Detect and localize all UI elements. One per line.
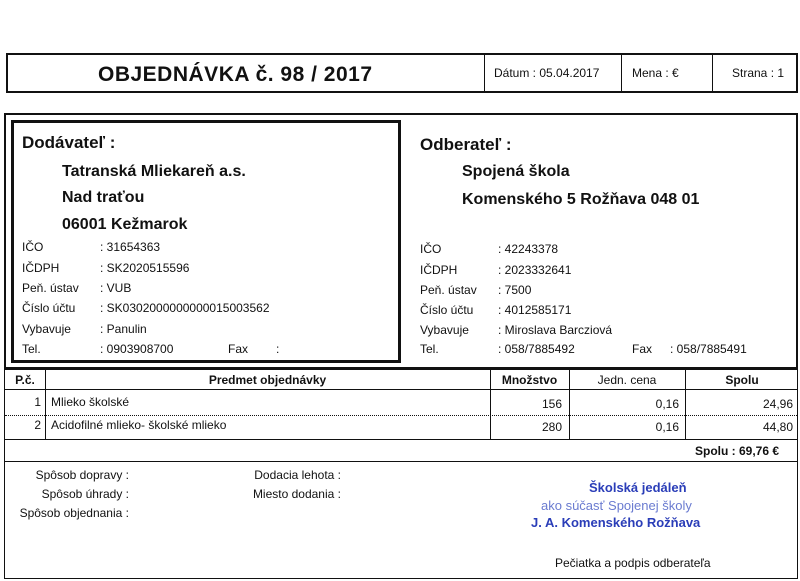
customer-bank-label: Peň. ústav <box>420 283 477 297</box>
table-row-1-unit: 0,16 <box>655 397 679 411</box>
payment-method-label: Spôsob úhrady : <box>41 487 129 501</box>
delivery-deadline-label: Dodacia lehota : <box>254 468 341 482</box>
customer-contact-label: Vybavuje <box>420 323 469 337</box>
customer-name: Spojená škola <box>462 163 570 180</box>
date-field: Dátum : 05.04.2017 <box>494 66 600 80</box>
customer-bank-value: : 7500 <box>498 283 532 297</box>
customer-icdph-label: IČDPH <box>420 263 458 277</box>
supplier-contact-label: Vybavuje <box>22 322 71 336</box>
supplier-tel-label: Tel. <box>22 342 41 356</box>
stamp-line-3: J. A. Komenského Rožňava <box>531 515 701 530</box>
table-row-1-total: 24,96 <box>762 397 793 411</box>
customer-fax-label: Fax <box>632 342 653 356</box>
table-row-2-pc: 2 <box>34 418 41 432</box>
table-row-1-qty: 156 <box>541 397 562 411</box>
customer-ico-label: IČO <box>420 242 442 256</box>
customer-heading: Odberateľ : <box>420 135 512 154</box>
table-row-2-qty: 280 <box>541 420 562 434</box>
customer-account-value: : 4012585171 <box>498 303 572 317</box>
col-header-unit: Jedn. cena <box>597 373 657 387</box>
customer-tel-value: : 058/7885492 <box>498 342 575 356</box>
supplier-bank-value: : VUB <box>100 281 132 295</box>
supplier-account-value: : SK0302000000000015003562 <box>100 301 270 315</box>
delivery-place-label: Miesto dodania : <box>252 487 341 501</box>
supplier-tel-value: : 0903908700 <box>100 342 174 356</box>
delivery-method-label: Spôsob dopravy : <box>35 468 129 482</box>
stamp-line-2: ako súčasť Spojenej školy <box>541 498 692 513</box>
supplier-contact-value: : Panulin <box>100 322 147 336</box>
signature-caption: Pečiatka a podpis odberateľa <box>555 556 711 570</box>
supplier-icdph-label: IČDPH <box>22 261 60 275</box>
supplier-fax-label: Fax <box>228 342 249 356</box>
customer-tel-label: Tel. <box>420 342 439 356</box>
customer-fax-value: : 058/7885491 <box>670 342 747 356</box>
table-row-2-item: Acidofilné mlieko- školské mlieko <box>51 418 227 432</box>
supplier-box <box>11 120 401 363</box>
parties-box <box>4 113 798 369</box>
table-row-2-unit: 0,16 <box>655 420 679 434</box>
supplier-ico-label: IČO <box>22 240 44 254</box>
supplier-bank-label: Peň. ústav <box>22 281 79 295</box>
stamp-line-1: Školská jedáleň <box>589 480 687 495</box>
supplier-fax-value: : <box>276 342 280 356</box>
supplier-street: Nad traťou <box>62 189 145 206</box>
customer-icdph-value: : 2023332641 <box>498 263 572 277</box>
supplier-heading: Dodávateľ : <box>22 133 116 152</box>
customer-ico-value: : 42243378 <box>498 242 559 256</box>
supplier-ico-value: : 31654363 <box>100 240 161 254</box>
total-sum: Spolu : 69,76 € <box>695 444 780 458</box>
order-method-label: Spôsob objednania : <box>19 506 129 520</box>
customer-contact-value: : Miroslava Barcziová <box>498 323 613 337</box>
supplier-icdph-value: : SK2020515596 <box>100 261 190 275</box>
table-row-1-item: Mlieko školské <box>51 395 130 409</box>
currency-field: Mena : € <box>632 66 679 80</box>
header-box <box>6 53 798 93</box>
footer-section <box>4 462 798 579</box>
supplier-account-label: Číslo účtu <box>22 301 76 315</box>
col-header-pc: P.č. <box>15 373 35 387</box>
page-field: Strana : 1 <box>732 66 785 80</box>
col-header-qty: Množstvo <box>501 373 558 387</box>
items-table <box>4 369 798 462</box>
table-row-1-pc: 1 <box>34 395 41 409</box>
document-title: OBJEDNÁVKA č. 98 / 2017 <box>98 63 373 86</box>
customer-address: Komenského 5 Rožňava 048 01 <box>462 191 700 208</box>
col-header-total: Spolu <box>725 373 759 387</box>
customer-account-label: Číslo účtu <box>420 303 474 317</box>
supplier-name: Tatranská Mliekareň a.s. <box>62 163 246 180</box>
table-row-2-total: 44,80 <box>762 420 793 434</box>
col-header-item: Predmet objednávky <box>208 373 327 387</box>
supplier-city: 06001 Kežmarok <box>62 216 188 233</box>
